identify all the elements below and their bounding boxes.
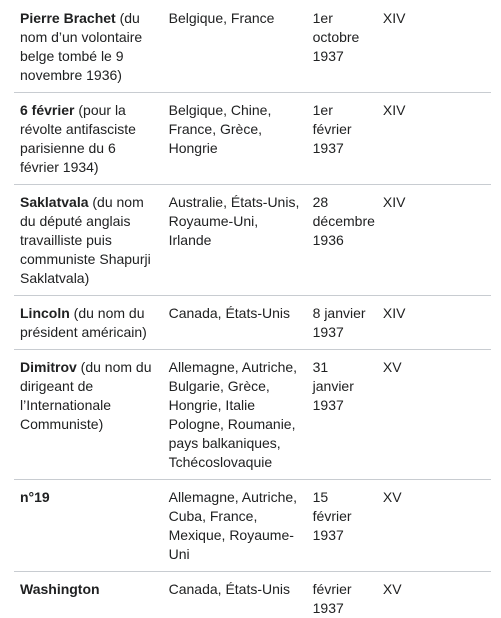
table-row	[14, 185, 491, 296]
battalion-note: (du nom d’un volontaire belge tombé le 9 novembre 1936)	[20, 10, 142, 83]
battalion-name-cell	[14, 0, 163, 93]
countries-cell: Belgique, Chine, France, Grèce, Hongrie	[163, 93, 307, 185]
battalion-note: (du nom du président américain)	[20, 305, 147, 340]
countries-cell: Canada, États-Unis	[163, 572, 307, 618]
countries-cell: Belgique, France	[163, 0, 307, 93]
table-row	[14, 350, 491, 480]
battalion-name: Saklatvala	[20, 194, 89, 210]
countries-cell: Australie, États-Unis, Royaume-Uni, Irlande	[163, 185, 307, 296]
date-cell: 15 février 1937	[307, 480, 377, 572]
battalion-name: Dimitrov	[20, 359, 77, 375]
date-cell: février 1937	[307, 572, 377, 618]
countries-cell: Allemagne, Autriche, Bulgarie, Grèce, Hongrie, Italie Pologne, Roumanie, pays balkaniques, Tchécoslovaquie	[163, 350, 307, 480]
table-row	[14, 480, 491, 572]
battalion-note: (pour la révolte antifasciste parisienne du 6 février 1934)	[20, 102, 136, 175]
brigade-cell: XIV	[377, 93, 491, 185]
brigade-cell: XIV	[377, 185, 491, 296]
battalion-name: Lincoln	[20, 305, 70, 321]
battalion-name: n°19	[20, 489, 50, 505]
battalion-name-cell	[14, 350, 163, 480]
countries-cell: Allemagne, Autriche, Cuba, France, Mexique, Royaume-Uni	[163, 480, 307, 572]
table-row	[14, 572, 491, 618]
battalion-name-cell	[14, 185, 163, 296]
battalion-name: Washington	[20, 581, 100, 597]
battalion-note: (du nom du député anglais travailliste puis communiste Shapurji Saklatvala)	[20, 194, 151, 286]
brigade-cell: XV	[377, 480, 491, 572]
battalions-table	[14, 0, 491, 618]
brigade-cell: XV	[377, 350, 491, 480]
brigade-cell: XIV	[377, 0, 491, 93]
battalion-name: 6 février	[20, 102, 74, 118]
date-cell: 28 décembre 1936	[307, 185, 377, 296]
date-cell: 31 janvier 1937	[307, 350, 377, 480]
table-row	[14, 93, 491, 185]
battalion-name-cell	[14, 480, 163, 572]
countries-cell: Canada, États-Unis	[163, 296, 307, 350]
date-cell: 1er février 1937	[307, 93, 377, 185]
date-cell: 1er octobre 1937	[307, 0, 377, 93]
brigade-cell: XIV	[377, 296, 491, 350]
battalion-name-cell	[14, 93, 163, 185]
brigade-cell: XV	[377, 572, 491, 618]
battalion-name-cell	[14, 572, 163, 618]
table-row	[14, 0, 491, 93]
battalion-name: Pierre Brachet	[20, 10, 116, 26]
battalion-note: (du nom du dirigeant de l’Internationale Communiste)	[20, 359, 152, 432]
battalion-name-cell	[14, 296, 163, 350]
table-row	[14, 296, 491, 350]
date-cell: 8 janvier 1937	[307, 296, 377, 350]
